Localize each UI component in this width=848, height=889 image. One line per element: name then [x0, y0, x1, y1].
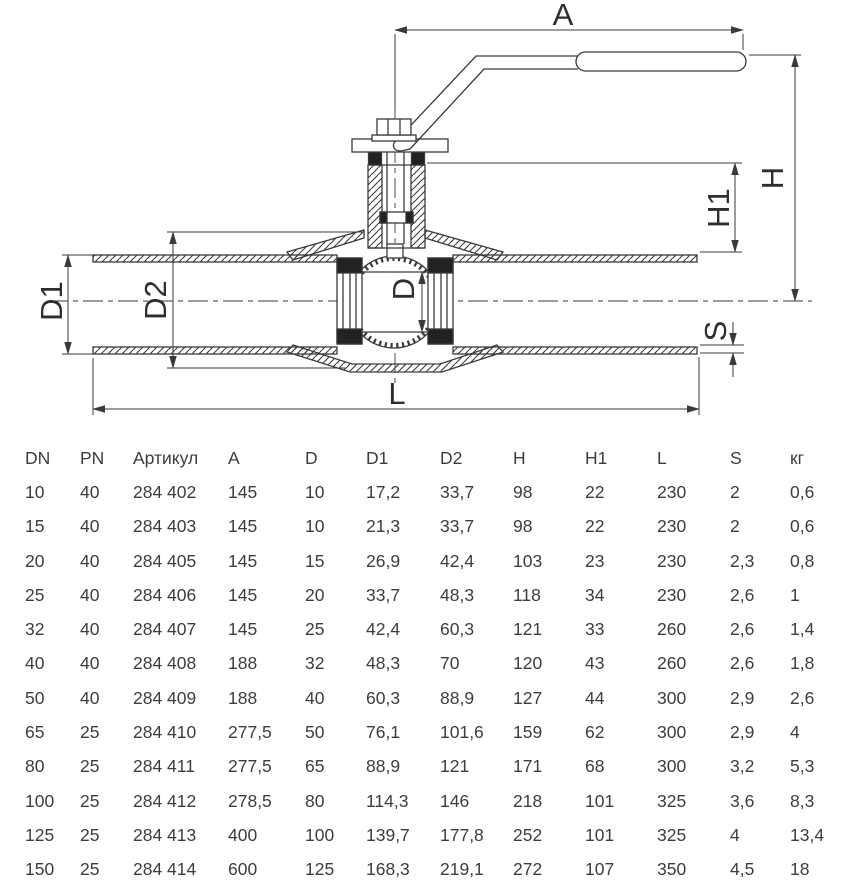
table-cell: 121 [440, 756, 470, 777]
table-cell: 100 [305, 824, 335, 845]
table-cell: 88,9 [366, 756, 401, 777]
dim-label-d: D [386, 277, 421, 301]
table-cell: 2,9 [730, 687, 755, 708]
table-cell: 125 [305, 859, 335, 880]
table-cell: 2,6 [790, 687, 815, 708]
table-header-cell: DN [25, 447, 51, 468]
table-row [0, 750, 848, 784]
table-cell: 284 411 [133, 756, 195, 777]
table-row [0, 510, 848, 544]
table-cell: 13,4 [790, 824, 825, 845]
table-cell: 400 [228, 824, 258, 845]
table-cell: 145 [228, 516, 258, 537]
table-cell: 25 [80, 790, 100, 811]
table-cell: 230 [657, 516, 687, 537]
table-cell: 4 [790, 722, 800, 743]
table-cell: 15 [305, 550, 325, 571]
dim-label-a: A [552, 0, 574, 32]
table-cell: 98 [513, 481, 533, 502]
table-cell: 48,3 [366, 653, 401, 674]
table-row [0, 853, 848, 887]
table-cell: 33 [585, 619, 605, 640]
table-cell: 32 [25, 619, 45, 640]
table-cell: 48,3 [440, 584, 475, 605]
table-cell: 1,4 [790, 619, 815, 640]
table-cell: 40 [80, 653, 100, 674]
table-cell: 284 414 [133, 859, 197, 880]
table-cell: 2,6 [730, 619, 755, 640]
table-cell: 150 [25, 859, 55, 880]
table-cell: 120 [513, 653, 543, 674]
table-header-cell: H1 [585, 447, 608, 468]
table-cell: 284 409 [133, 687, 197, 708]
table-cell: 25 [80, 859, 100, 880]
table-cell: 284 410 [133, 722, 197, 743]
table-cell: 68 [585, 756, 605, 777]
table-cell: 0,8 [790, 550, 815, 571]
table-cell: 101 [585, 824, 615, 845]
table-cell: 260 [657, 653, 687, 674]
table-row [0, 475, 848, 509]
table-cell: 230 [657, 550, 687, 571]
table-cell: 25 [80, 824, 100, 845]
table-cell: 76,1 [366, 722, 401, 743]
table-cell: 284 412 [133, 790, 197, 811]
table-cell: 284 407 [133, 619, 197, 640]
table-cell: 188 [228, 653, 258, 674]
table-cell: 284 403 [133, 516, 197, 537]
table-row [0, 681, 848, 715]
table-cell: 1 [790, 584, 800, 605]
table-cell: 21,3 [366, 516, 401, 537]
table-row [0, 818, 848, 852]
table-cell: 272 [513, 859, 543, 880]
table-cell: 118 [513, 584, 541, 605]
table-cell: 252 [513, 824, 543, 845]
table-cell: 18 [790, 859, 810, 880]
table-header-cell: D2 [440, 447, 463, 468]
table-cell: 127 [513, 687, 543, 708]
handle [393, 52, 746, 151]
table-cell: 4 [730, 824, 740, 845]
table-cell: 10 [25, 481, 45, 502]
table-cell: 80 [305, 790, 325, 811]
table-header-cell: Артикул [133, 447, 199, 468]
table-cell: 300 [657, 722, 687, 743]
dim-label-d1: D1 [34, 281, 69, 321]
table-header-cell: D [305, 447, 318, 468]
table-cell: 1,8 [790, 653, 815, 674]
table-cell: 145 [228, 619, 258, 640]
table-cell: 10 [305, 516, 325, 537]
table-cell: 145 [228, 550, 258, 571]
table-cell: 34 [585, 584, 605, 605]
table-cell: 101 [585, 790, 615, 811]
dim-label-h1: H1 [701, 188, 736, 228]
table-cell: 40 [25, 653, 45, 674]
table-cell: 278,5 [228, 790, 272, 811]
table-cell: 284 408 [133, 653, 197, 674]
table-cell: 40 [80, 687, 100, 708]
table-cell: 32 [305, 653, 325, 674]
table-cell: 101,6 [440, 722, 484, 743]
table-cell: 171 [513, 756, 543, 777]
table-cell: 219,1 [440, 859, 484, 880]
table-cell: 43 [585, 653, 605, 674]
table-cell: 0,6 [790, 516, 815, 537]
table-cell: 2,3 [730, 550, 755, 571]
table-cell: 25 [25, 584, 45, 605]
table-row [0, 612, 848, 646]
table-cell: 230 [657, 481, 687, 502]
table-cell: 25 [80, 722, 100, 743]
table-cell: 218 [513, 790, 543, 811]
table-cell: 20 [25, 550, 45, 571]
table-cell: 42,4 [440, 550, 475, 571]
table-cell: 40 [80, 516, 100, 537]
table-cell: 98 [513, 516, 533, 537]
table-cell: 325 [657, 790, 687, 811]
table-cell: 121 [513, 619, 543, 640]
table-cell: 70 [440, 653, 460, 674]
table-cell: 145 [228, 481, 258, 502]
spec-table-body [0, 475, 848, 887]
table-cell: 103 [513, 550, 543, 571]
table-cell: 26,9 [366, 550, 401, 571]
table-cell: 25 [305, 619, 325, 640]
table-row [0, 647, 848, 681]
table-cell: 277,5 [228, 756, 272, 777]
table-cell: 2,9 [730, 722, 755, 743]
table-row [0, 784, 848, 818]
table-cell: 2 [730, 481, 740, 502]
table-cell: 80 [25, 756, 45, 777]
table-row [0, 715, 848, 749]
table-cell: 2,6 [730, 653, 755, 674]
table-cell: 17,2 [366, 481, 401, 502]
table-header-row [0, 441, 848, 475]
dim-label-d2: D2 [138, 280, 173, 320]
table-cell: 4,5 [730, 859, 755, 880]
table-cell: 33,7 [440, 516, 475, 537]
table-cell: 65 [305, 756, 325, 777]
table-cell: 40 [80, 481, 100, 502]
table-cell: 0,6 [790, 481, 815, 502]
table-row [0, 578, 848, 612]
table-cell: 40 [80, 584, 100, 605]
table-cell: 114,3 [366, 790, 409, 811]
table-cell: 23 [585, 550, 605, 571]
table-cell: 284 402 [133, 481, 197, 502]
table-header-cell: S [730, 447, 742, 468]
table-row [0, 544, 848, 578]
table-cell: 33,7 [366, 584, 401, 605]
table-cell: 168,3 [366, 859, 410, 880]
dim-label-s: S [698, 320, 733, 342]
table-cell: 284 413 [133, 824, 197, 845]
left-pipe [93, 255, 337, 354]
table-cell: 284 406 [133, 584, 197, 605]
table-header-cell: H [513, 447, 526, 468]
table-cell: 325 [657, 824, 687, 845]
table-cell: 88,9 [440, 687, 475, 708]
table-cell: 277,5 [228, 722, 272, 743]
dim-label-l: L [388, 376, 406, 411]
table-cell: 5,3 [790, 756, 815, 777]
table-cell: 3,2 [730, 756, 755, 777]
table-cell: 60,3 [366, 687, 401, 708]
table-cell: 50 [305, 722, 325, 743]
table-cell: 42,4 [366, 619, 401, 640]
table-cell: 22 [585, 516, 605, 537]
table-cell: 2 [730, 516, 740, 537]
table-cell: 100 [25, 790, 55, 811]
dimension-lines [62, 30, 801, 415]
spec-table [0, 441, 848, 887]
stem-nut [372, 119, 416, 141]
table-cell: 62 [585, 722, 605, 743]
table-cell: 44 [585, 687, 605, 708]
table-header-cell: кг [790, 447, 805, 468]
table-cell: 15 [25, 516, 45, 537]
table-cell: 230 [657, 584, 687, 605]
table-cell: 300 [657, 756, 687, 777]
table-cell: 107 [585, 859, 615, 880]
table-header-cell: A [228, 447, 240, 468]
table-cell: 188 [228, 687, 258, 708]
table-cell: 8,3 [790, 790, 815, 811]
table-cell: 177,8 [440, 824, 484, 845]
table-cell: 25 [80, 756, 100, 777]
table-cell: 40 [305, 687, 325, 708]
table-cell: 350 [657, 859, 687, 880]
table-cell: 139,7 [366, 824, 410, 845]
table-cell: 300 [657, 687, 687, 708]
table-cell: 65 [25, 722, 45, 743]
table-cell: 145 [228, 584, 258, 605]
table-cell: 2,6 [730, 584, 755, 605]
table-header-cell: L [657, 447, 667, 468]
table-cell: 125 [25, 824, 55, 845]
table-cell: 20 [305, 584, 325, 605]
table-cell: 60,3 [440, 619, 475, 640]
seat-left [337, 258, 362, 344]
table-header-cell: D1 [366, 447, 389, 468]
table-cell: 40 [80, 550, 100, 571]
table-cell: 3,6 [730, 790, 755, 811]
table-cell: 40 [80, 619, 100, 640]
table-cell: 159 [513, 722, 543, 743]
table-cell: 284 405 [133, 550, 197, 571]
table-cell: 50 [25, 687, 45, 708]
dim-label-h: H [755, 166, 790, 190]
table-cell: 33,7 [440, 481, 475, 502]
seat-right [428, 258, 453, 344]
table-cell: 260 [657, 619, 687, 640]
table-cell: 22 [585, 481, 605, 502]
table-cell: 146 [440, 790, 470, 811]
table-cell: 600 [228, 859, 258, 880]
table-cell: 10 [305, 481, 325, 502]
table-header-cell: PN [80, 447, 105, 468]
right-pipe [453, 255, 697, 354]
